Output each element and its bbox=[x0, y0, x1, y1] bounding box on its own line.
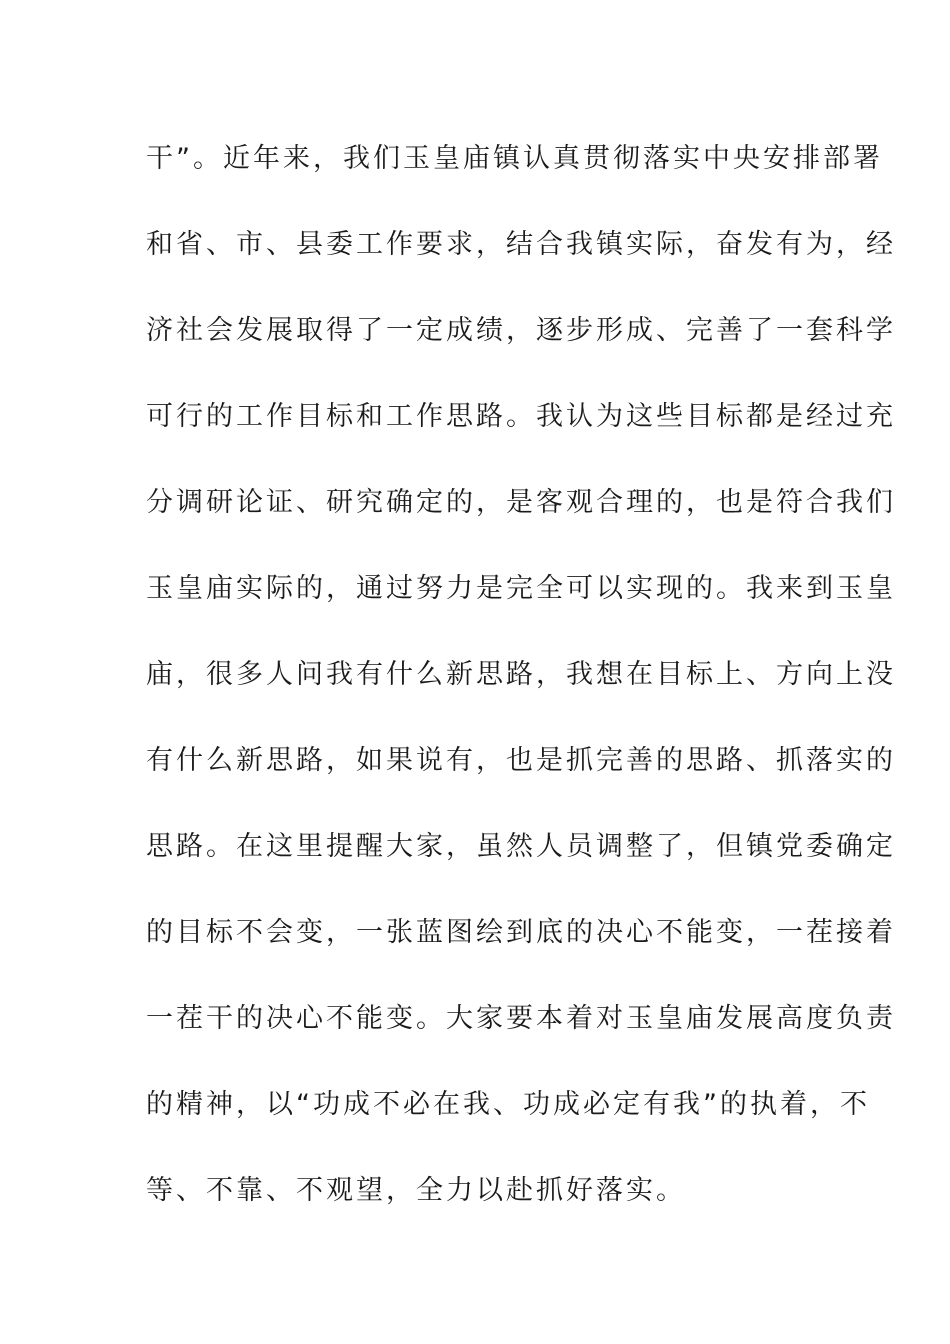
text-line: 玉皇庙实际的，通过努力是完全可以实现的。我来到玉皇 bbox=[146, 573, 896, 604]
text-line: 有什么新思路，如果说有，也是抓完善的思路、抓落实的 bbox=[146, 745, 896, 776]
text-line: 和省、市、县委工作要求，结合我镇实际，奋发有为，经 bbox=[146, 229, 896, 260]
text-line: 等、不靠、不观望，全力以赴抓好落实。 bbox=[146, 1175, 686, 1206]
text-line: 可行的工作目标和工作思路。我认为这些目标都是经过充 bbox=[146, 401, 896, 432]
body-paragraph bbox=[146, 138, 896, 1256]
text-line: 干”。近年来，我们玉皇庙镇认真贯彻落实中央安排部署 bbox=[146, 143, 883, 174]
text-line: 一茬干的决心不能变。大家要本着对玉皇庙发展高度负责 bbox=[146, 1003, 896, 1034]
text-line: 思路。在这里提醒大家，虽然人员调整了，但镇党委确定 bbox=[146, 831, 896, 862]
text-line: 的目标不会变，一张蓝图绘到底的决心不能变，一茬接着 bbox=[146, 917, 896, 948]
text-line: 的精神，以“功成不必在我、功成必定有我”的执着，不 bbox=[146, 1089, 870, 1120]
text-line: 济社会发展取得了一定成绩，逐步形成、完善了一套科学 bbox=[146, 315, 896, 346]
text-line: 庙，很多人问我有什么新思路，我想在目标上、方向上没 bbox=[146, 659, 896, 690]
text-line: 分调研论证、研究确定的，是客观合理的，也是符合我们 bbox=[146, 487, 896, 518]
